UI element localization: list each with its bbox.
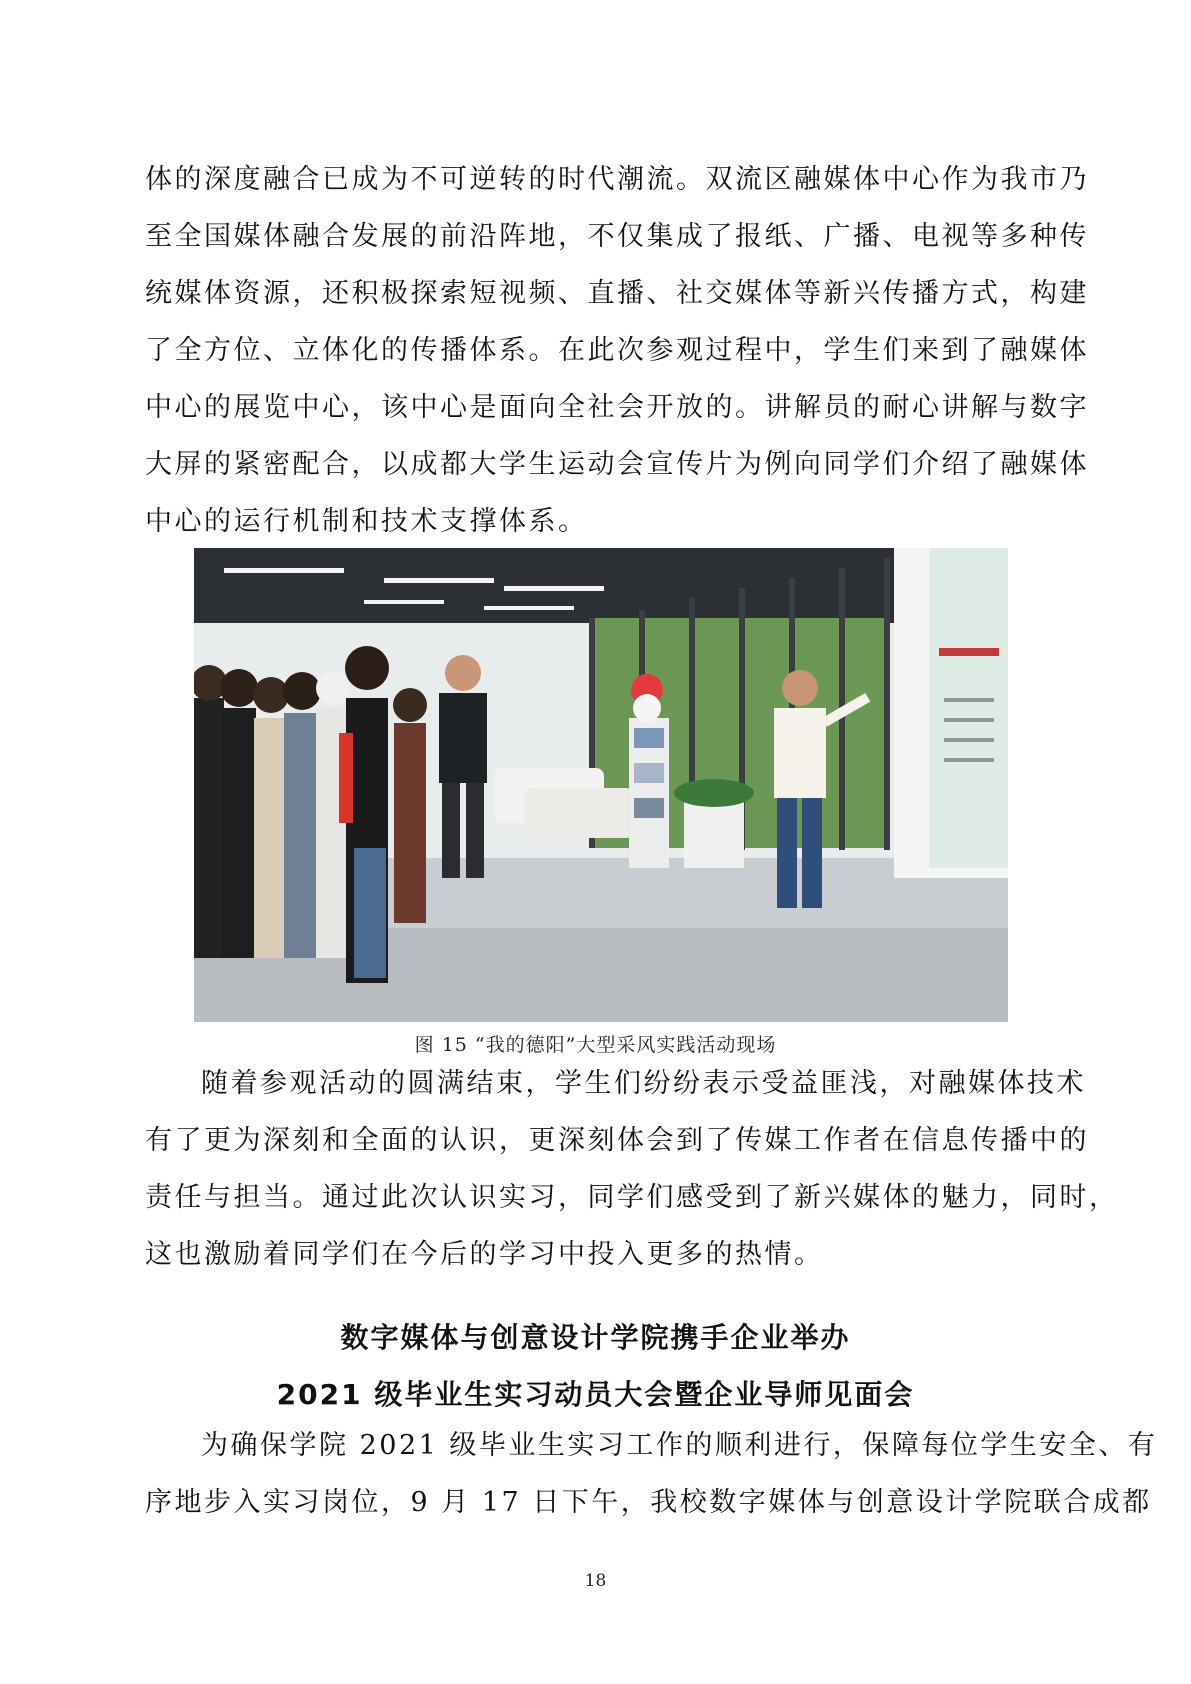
text-line: 中心的展览中心，该中心是面向全社会开放的。讲解员的耐心讲解与数字 xyxy=(145,392,1089,423)
section-heading-line1: 数字媒体与创意设计学院携手企业举办 xyxy=(340,1321,851,1354)
text-line: 大屏的紧密配合，以成都大学生运动会宣传片为例向同学们介绍了融媒体 xyxy=(145,449,1089,480)
figure-caption: 图 15 “我的德阳”大型采风实践活动现场 xyxy=(414,1034,777,1056)
photo-illustration xyxy=(194,548,1008,1022)
text-line: 为确保学院 2021 级毕业生实习工作的顺利进行，保障每位学生安全、有 xyxy=(201,1430,1158,1461)
event-photo xyxy=(194,548,1008,1022)
paragraph-conclusion xyxy=(145,1055,1119,1283)
text-line: 责任与担当。通过此次认识实习，同学们感受到了新兴媒体的魅力，同时， xyxy=(145,1182,1119,1213)
paragraph-new-section xyxy=(145,1417,1158,1531)
text-line: 中心的运行机制和技术支撑体系。 xyxy=(145,506,588,537)
section-heading-line2: 2021 级毕业生实习动员大会暨企业导师见面会 xyxy=(276,1378,915,1411)
paragraph-intro xyxy=(145,151,1089,550)
text-line: 有了更为深刻和全面的认识，更深刻体会到了传媒工作者在信息传播中的 xyxy=(145,1125,1089,1156)
text-line: 了全方位、立体化的传播体系。在此次参观过程中，学生们来到了融媒体 xyxy=(145,335,1089,366)
text-line: 序地步入实习岗位，9 月 17 日下午，我校数字媒体与创意设计学院联合成都 xyxy=(145,1487,1152,1518)
page-number: 18 xyxy=(584,1571,607,1591)
text-line: 体的深度融合已成为不可逆转的时代潮流。双流区融媒体中心作为我市乃 xyxy=(145,164,1089,195)
text-line: 这也激励着同学们在今后的学习中投入更多的热情。 xyxy=(145,1239,824,1270)
text-line: 至全国媒体融合发展的前沿阵地，不仅集成了报纸、广播、电视等多种传 xyxy=(145,221,1089,252)
text-line: 统媒体资源，还积极探索短视频、直播、社交媒体等新兴传播方式，构建 xyxy=(145,278,1089,309)
text-line: 随着参观活动的圆满结束，学生们纷纷表示受益匪浅，对融媒体技术 xyxy=(201,1068,1086,1099)
